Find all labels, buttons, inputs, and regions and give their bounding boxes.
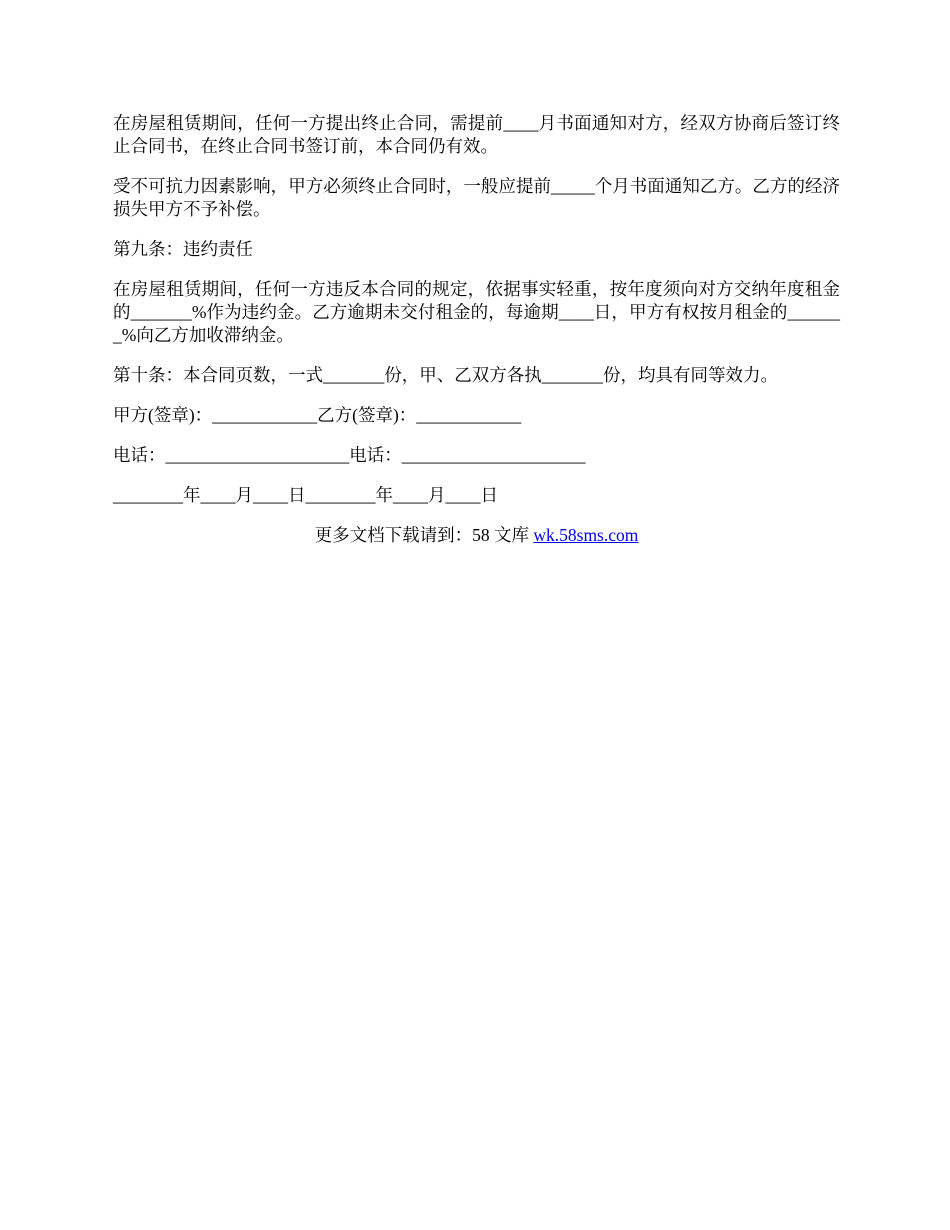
article-ten-paragraph: 第十条：本合同页数，一式_______份，甲、乙双方各执_______份，均具有同等效力。 [113, 365, 778, 385]
force-majeure-paragraph: 受不可抗力因素影响，甲方必须终止合同时，一般应提前_____个月书面通知乙方。乙方的经济损失甲方不予补偿。 [113, 176, 840, 219]
footer-text: 更多文档下载请到：58 文库 [314, 525, 534, 545]
article-nine-heading: 第九条：违约责任 [113, 239, 253, 259]
footer-link[interactable]: wk.58sms.com [533, 525, 639, 545]
signature-line: 甲方(签章)：____________乙方(签章)：____________ [113, 405, 522, 425]
date-line: ________年____月____日________年____月____日 [113, 485, 498, 505]
termination-notice-paragraph: 在房屋租赁期间，任何一方提出终止合同，需提前____月书面通知对方，经双方协商后签订终止合同书，在终止合同书签订前，本合同仍有效。 [113, 113, 840, 156]
breach-liability-paragraph: 在房屋租赁期间，任何一方违反本合同的规定，依据事实轻重，按年度须向对方交纳年度租金的_______%作为违约金。乙方逾期未交付租金的，每逾期____日，甲方有权按月租金的_______%向乙方加收滞纳金。 [113, 279, 840, 345]
download-footer [113, 524, 840, 547]
phone-line: 电话：_____________________电话：_____________________ [113, 445, 586, 465]
document-body [113, 112, 840, 547]
